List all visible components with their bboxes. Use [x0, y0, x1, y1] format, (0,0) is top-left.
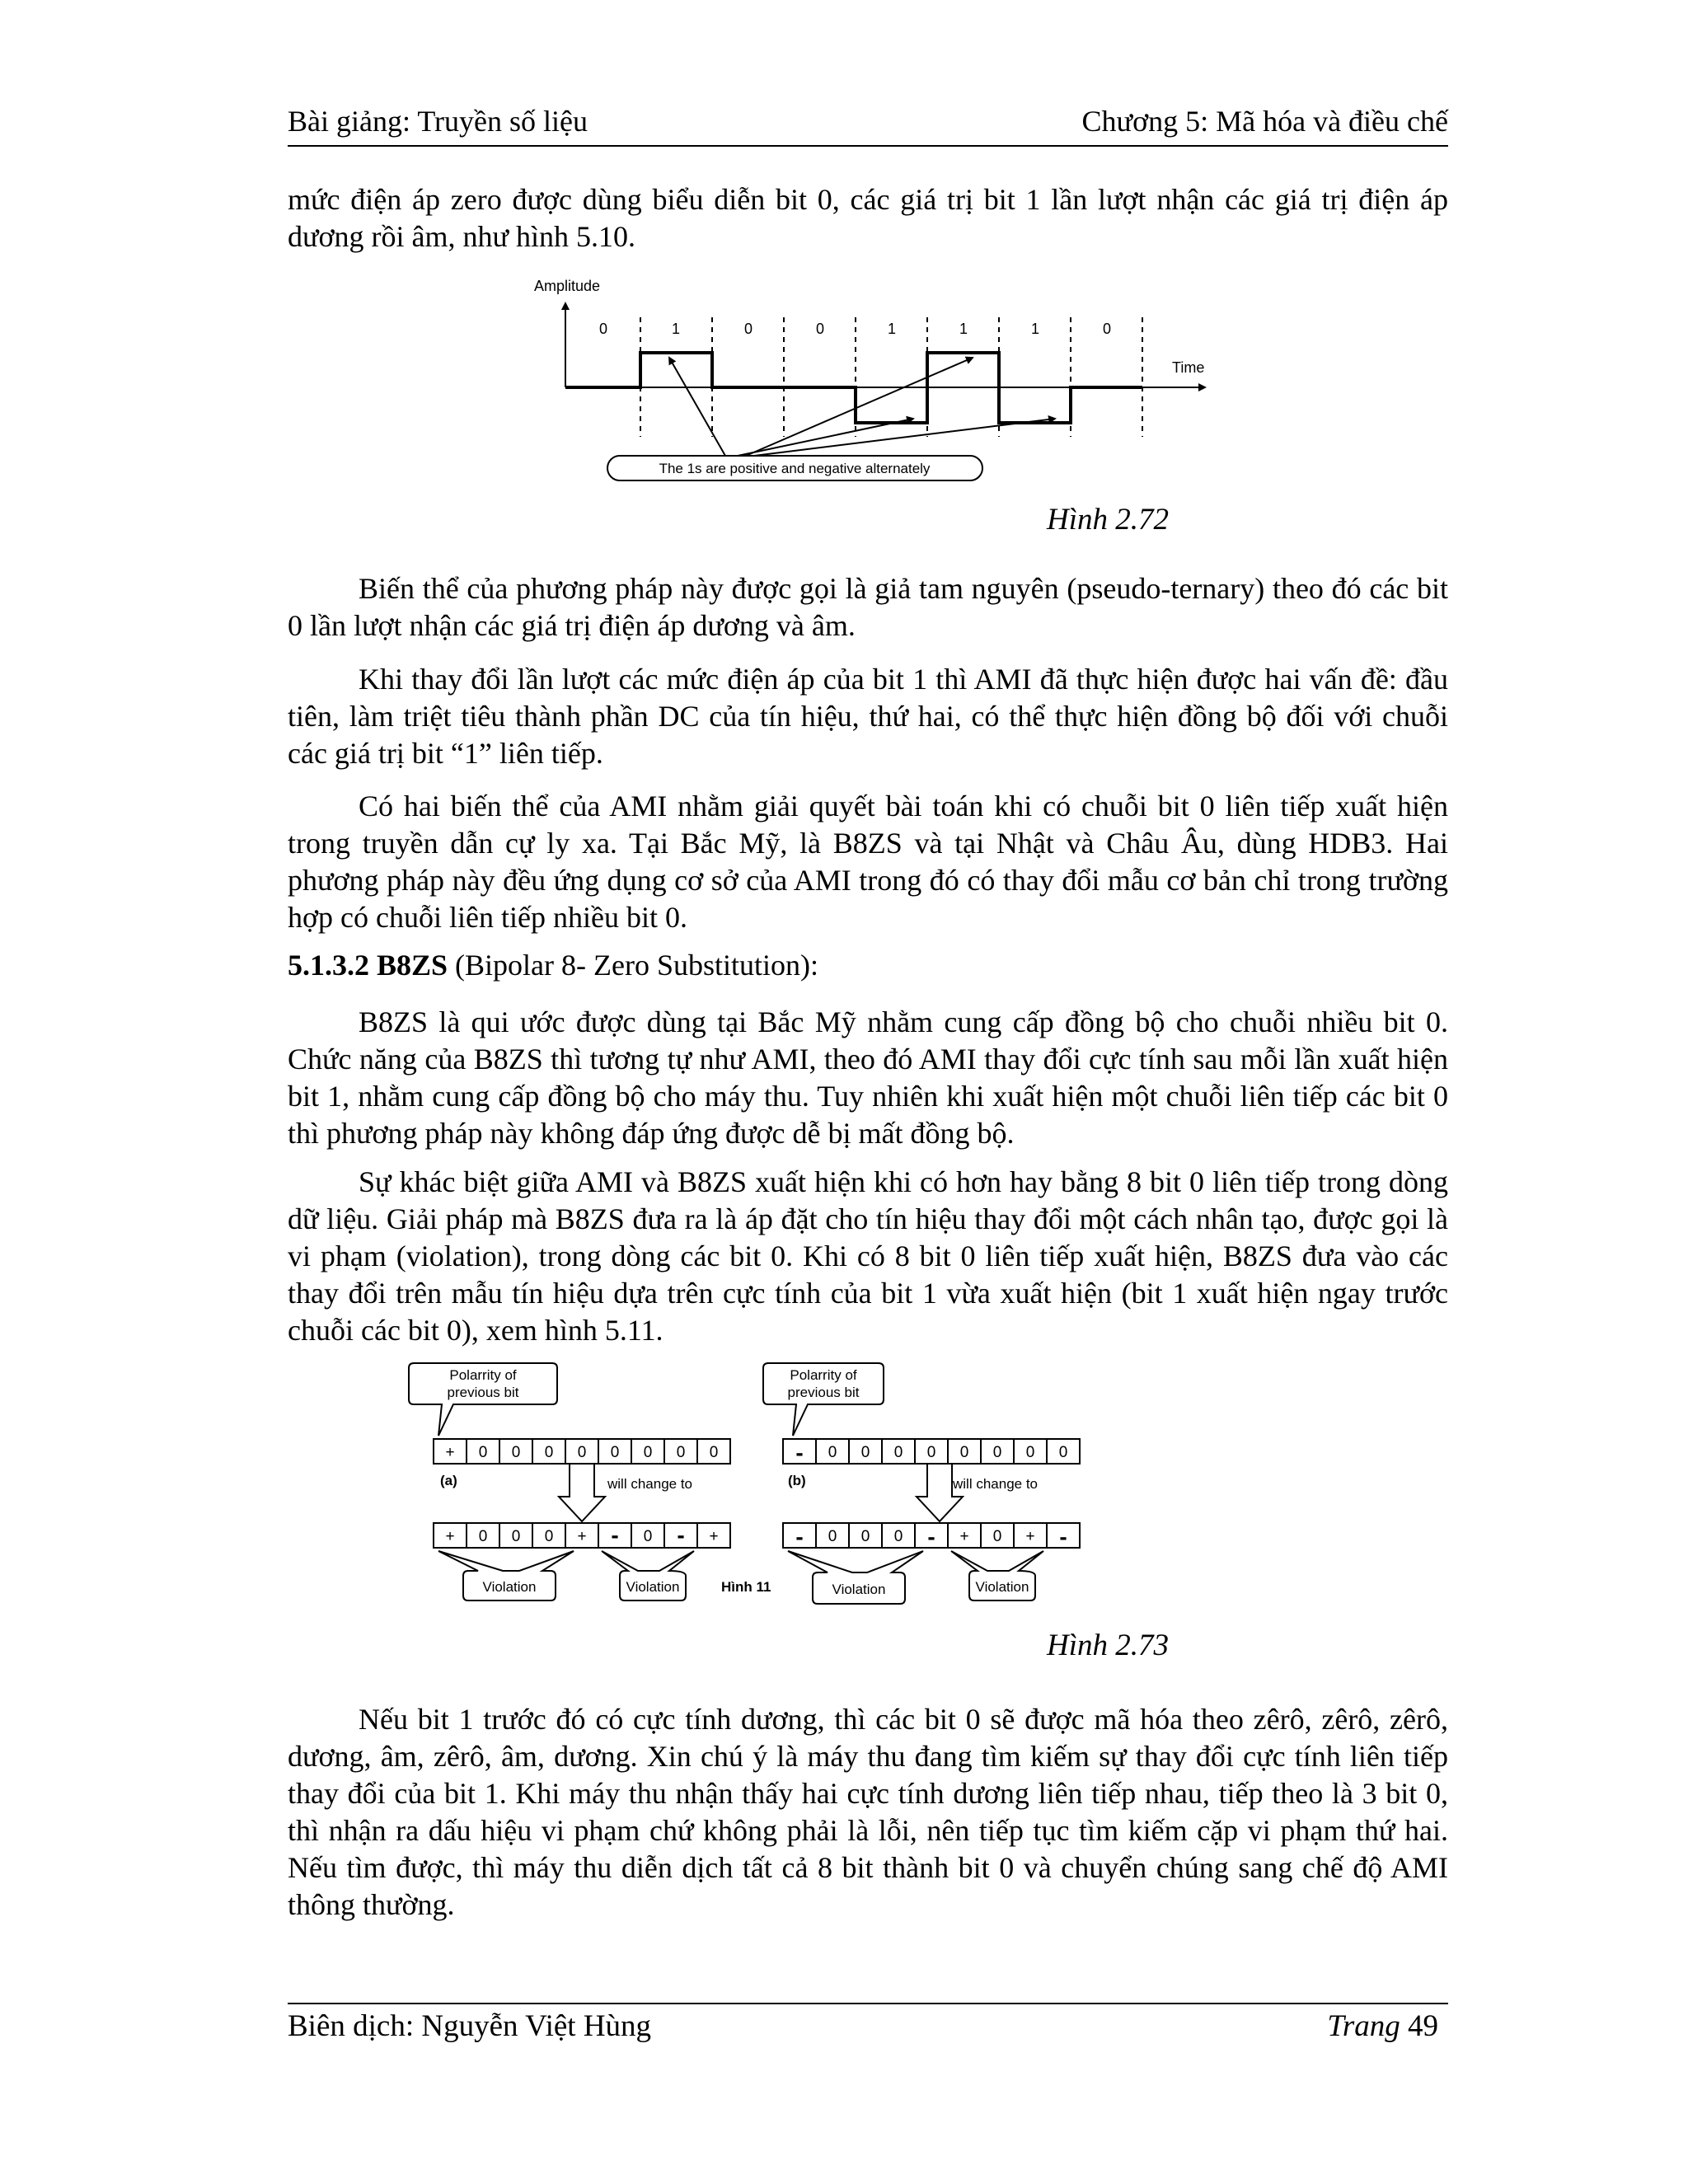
- bit-cell: 0: [610, 1444, 620, 1461]
- footer-page-number: 49: [1408, 2009, 1438, 2043]
- violation-label: Violation: [482, 1579, 537, 1595]
- polarity-label-line2: previous bit: [447, 1385, 519, 1400]
- bit-cell: +: [445, 1528, 455, 1545]
- section-heading-subtitle: (Bipolar 8- Zero Substitution):: [448, 949, 818, 982]
- bit-cell: 0: [577, 1444, 587, 1461]
- figure2-inline-label: Hình 11: [721, 1579, 771, 1595]
- bit-cell: 0: [828, 1444, 837, 1461]
- bit-cell: -: [927, 1524, 935, 1549]
- amplitude-label: Amplitude: [534, 278, 601, 294]
- time-label: Time: [1172, 359, 1205, 376]
- page-footer: [288, 2006, 1448, 2047]
- bit-cell: 0: [893, 1528, 903, 1545]
- paragraph-b8zs-encoding: Nếu bit 1 trước đó có cực tính dương, thì các bit 0 sẽ được mã hóa theo zêrô, zêrô, zêrô, dương, âm, zêrô, âm, dương. Xin chú ý là máy thu đang tìm kiếm sự thay đổi cực tính liên tiếp thay đổi của bit 1. Khi máy thu nhận thấy hai cực tính dương liên tiếp nhau, tiếp theo là 3 bit 0, thì nhận ra dấu hiệu vi phạm chứ không phải là lỗi, nên tiếp tục tìm kiếm cặp vi phạm thứ hai. Nếu tìm được, thì máy thu diễn dịch tất cả 8 bit thành bit 0 và chuyển chúng sang chế độ AMI thông thường.: [288, 1703, 1448, 1921]
- bit-cell: 0: [959, 1444, 969, 1461]
- violation-label: Violation: [626, 1579, 680, 1595]
- bit-cell: 0: [1058, 1444, 1068, 1461]
- bit-label: 0: [815, 321, 825, 337]
- bit-cell: 0: [511, 1444, 521, 1461]
- bit-cell: 0: [643, 1444, 653, 1461]
- polarity-label-line1: Polarrity of: [790, 1367, 857, 1383]
- change-label-a: will change to: [607, 1476, 693, 1492]
- page-header: [288, 101, 1448, 142]
- bit-cell: +: [577, 1528, 587, 1545]
- callout-arrows: [669, 358, 1055, 456]
- bit-cell: +: [1025, 1528, 1035, 1545]
- bit-cell: 0: [511, 1528, 521, 1545]
- bit-cell: -: [795, 1524, 804, 1549]
- panel-a-tag: (a): [440, 1473, 457, 1488]
- bit-label: 0: [598, 321, 608, 337]
- sequence-b-original: [783, 1439, 1080, 1465]
- header-rule: [288, 145, 1448, 147]
- sequence-a-substituted: [434, 1522, 730, 1548]
- violation-label: Violation: [832, 1582, 886, 1597]
- bit-cell: 0: [860, 1528, 870, 1545]
- bit-label: 1: [671, 321, 681, 337]
- bit-cell: 0: [478, 1444, 488, 1461]
- figure1-caption: Hình 2.72: [1047, 503, 1169, 537]
- polarity-label-line1: Polarrity of: [449, 1367, 517, 1383]
- bit-cell: +: [445, 1444, 455, 1461]
- bit-label: 0: [1102, 321, 1112, 337]
- bit-cell: 0: [992, 1528, 1002, 1545]
- section-heading: [288, 944, 1448, 986]
- bit-cell: 0: [676, 1444, 686, 1461]
- bit-cell: 0: [544, 1528, 554, 1545]
- bit-cell: 0: [544, 1444, 554, 1461]
- polarity-label-line2: previous bit: [787, 1385, 860, 1400]
- bit-cell: 0: [1025, 1444, 1035, 1461]
- sequence-a-original: [434, 1439, 730, 1464]
- bit-cell: -: [611, 1522, 619, 1548]
- bit-cell: -: [677, 1522, 685, 1548]
- paragraph-ami-variants: Có hai biến thể của AMI nhằm giải quyết bài toán khi có chuỗi bit 0 liên tiếp xuất hiện trong truyền dẫn cự ly xa. Tại Bắc Mỹ, là B8ZS và tại Nhật và Châu Âu, dùng HDB3. Hai phương pháp này đều ứng dụng cơ sở của AMI trong đó có thay đổi mẫu cơ bản chỉ trong trường hợp có chuỗi liên tiếp nhiều bit 0.: [288, 790, 1448, 934]
- bit-cell: +: [959, 1528, 969, 1545]
- footer-page: [1327, 2006, 1438, 2047]
- sequence-b-substituted: [783, 1523, 1080, 1549]
- footer-page-word: Trang: [1327, 2009, 1400, 2043]
- footer-rule: [288, 2003, 1448, 2004]
- bit-label: 1: [1030, 321, 1040, 337]
- bit-cell: 0: [992, 1444, 1002, 1461]
- bit-cell: 0: [893, 1444, 903, 1461]
- panel-b-tag: (b): [788, 1473, 806, 1488]
- callout-text: The 1s are positive and negative alternately: [659, 461, 931, 476]
- section-heading-title: 5.1.3.2 B8ZS: [288, 949, 448, 982]
- change-label-b: will change to: [953, 1476, 1039, 1492]
- paragraph-b8zs-intro: B8ZS là qui ước được dùng tại Bắc Mỹ nhằm cung cấp đồng bộ cho chuỗi nhiều bit 0. Chức năng của B8ZS thì tương tự như AMI, theo đó AMI thay đổi cực tính sau mỗi lần xuất hiện bit 1, nhằm cung cấp đồng bộ cho máy thu. Tuy nhiên khi xuất hiện một chuỗi liên tiếp các bit 0 thì phương pháp này không đáp ứng được dễ bị mất đồng bộ.: [288, 1005, 1448, 1150]
- bit-cell: 0: [860, 1444, 870, 1461]
- header-course-title: Bài giảng: Truyền số liệu: [288, 105, 588, 138]
- paragraph-ami-benefits: Khi thay đổi lần lượt các mức điện áp của bit 1 thì AMI đã thực hiện được hai vấn đề: đầu tiên, làm triệt tiêu thành phần DC của tín hiệu, thứ hai, có thể thực hiện đồng bộ đối với chuỗi các giá trị bit “1” liên tiếp.: [288, 663, 1448, 770]
- bit-label: 0: [743, 321, 753, 337]
- ami-waveform-figure: [528, 272, 1220, 486]
- figure2-caption: Hình 2.73: [1047, 1629, 1169, 1662]
- paragraph-pseudo-ternary: Biến thể của phương pháp này được gọi là giả tam nguyên (pseudo-ternary) theo đó các bit 0 lần lượt nhận các giá trị điện áp dương và âm.: [288, 572, 1448, 642]
- bit-cell: 0: [643, 1528, 653, 1545]
- bit-cell: 0: [926, 1444, 936, 1461]
- bit-cell: -: [795, 1440, 804, 1465]
- footer-translator: Biên dịch: Nguyễn Việt Hùng: [288, 2009, 652, 2043]
- bit-cell: 0: [709, 1444, 719, 1461]
- down-arrow-a: [559, 1464, 605, 1521]
- violation-label: Violation: [975, 1579, 1029, 1595]
- bit-cell: +: [709, 1528, 719, 1545]
- bit-cell: -: [1059, 1524, 1067, 1549]
- down-arrow-b: [917, 1464, 963, 1521]
- bit-label: 1: [959, 321, 968, 337]
- paragraph-b8zs-difference: Sự khác biệt giữa AMI và B8ZS xuất hiện khi có hơn hay bằng 8 bit 0 liên tiếp trong dòng dữ liệu. Giải pháp mà B8ZS đưa ra là áp đặt cho tín hiệu thay đổi một cách nhân tạo, được gọi là vi phạm (violation), trong dòng các bit 0. Khi có 8 bit 0 liên tiếp xuất hiện, B8ZS đưa vào các thay đổi trên mẫu tín hiệu dựa trên cực tính của bit 1 vừa xuất hiện (bit 1 xuất hiện ngay trước chuỗi các bit 0), xem hình 5.11.: [288, 1165, 1448, 1347]
- header-chapter-title: Chương 5: Mã hóa và điều chế: [1081, 105, 1448, 138]
- bit-cell: 0: [478, 1528, 488, 1545]
- bit-label: 1: [887, 321, 897, 337]
- b8zs-substitution-figure: [404, 1360, 1113, 1624]
- bit-cell: 0: [828, 1528, 837, 1545]
- intro-paragraph: mức điện áp zero được dùng biểu diễn bit 0, các giá trị bit 1 lần lượt nhận các giá trị điện áp dương rồi âm, như hình 5.10.: [288, 183, 1448, 253]
